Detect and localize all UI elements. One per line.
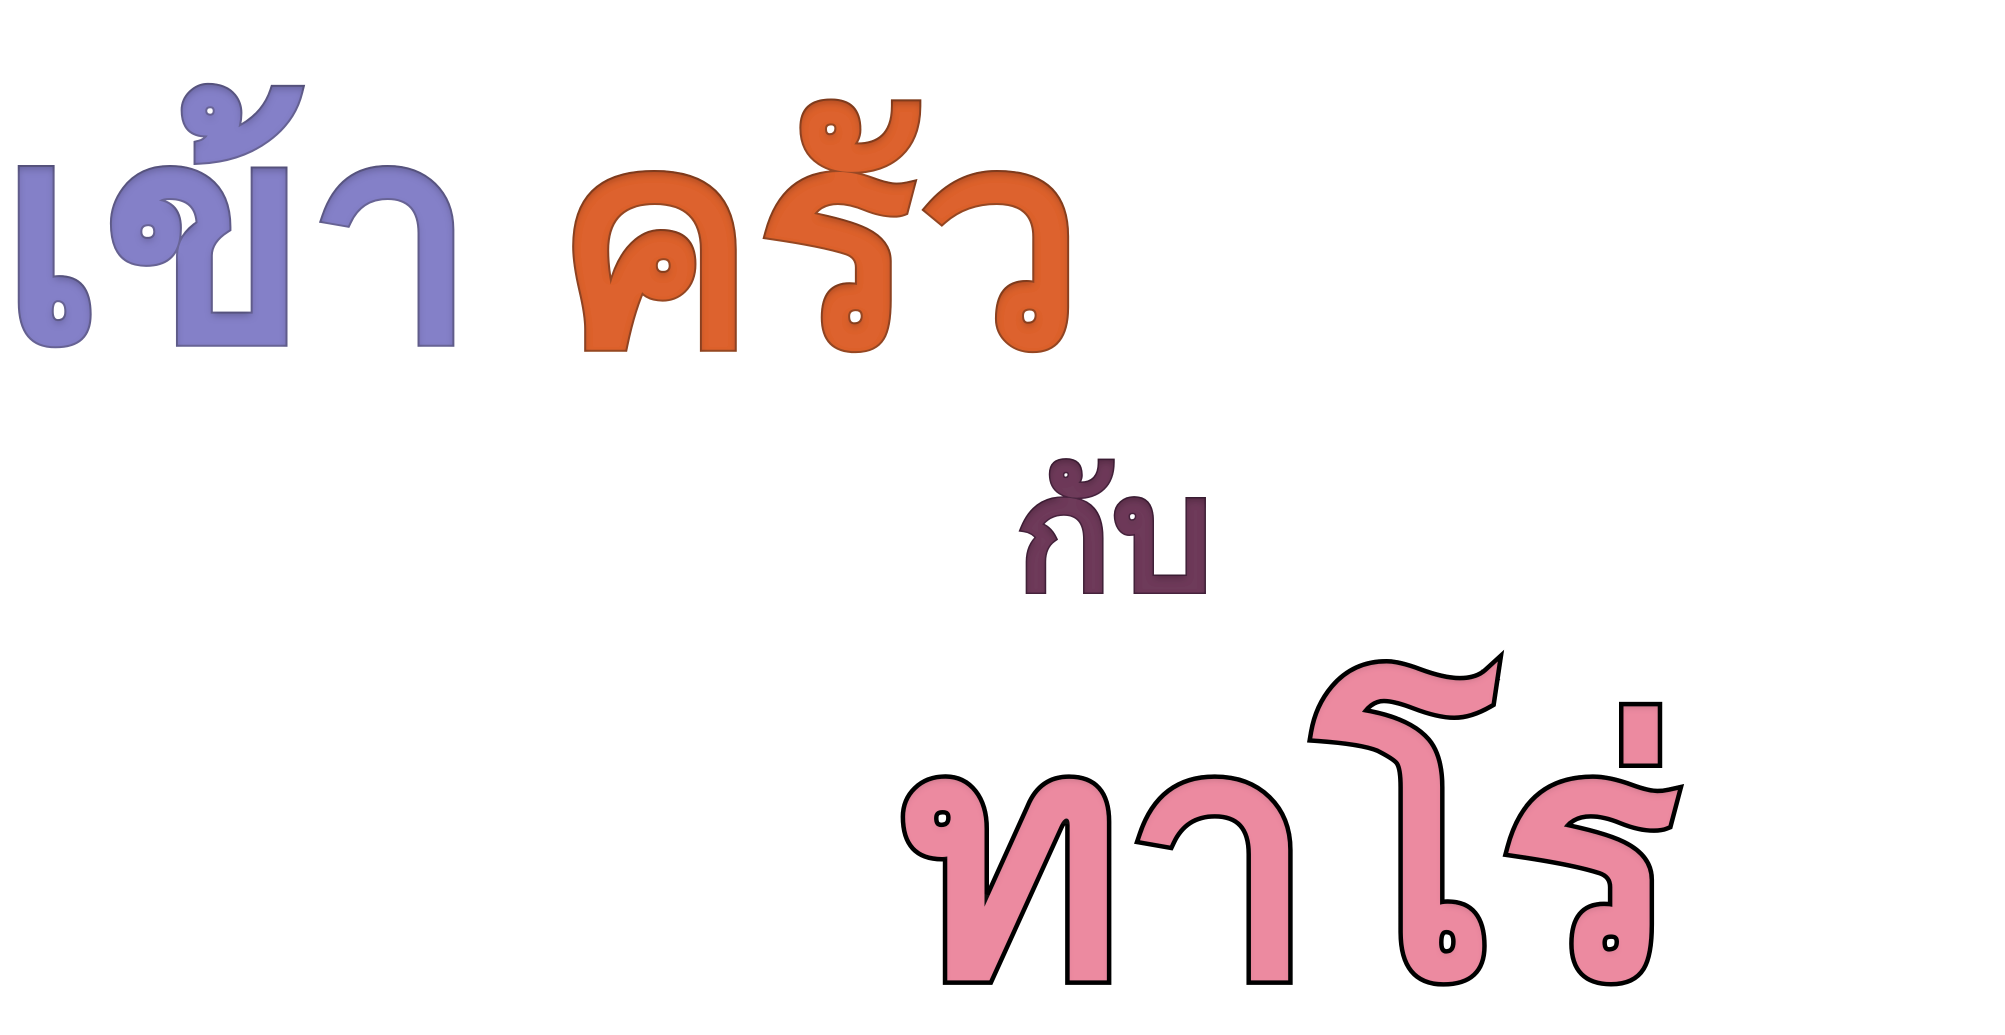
title-word-3: กับ <box>1015 441 1214 628</box>
title-word-2: ครัว <box>555 67 1086 416</box>
title-word-4: ทาโร่ <box>900 660 1681 1035</box>
title-word-1: เข้า <box>0 62 477 411</box>
